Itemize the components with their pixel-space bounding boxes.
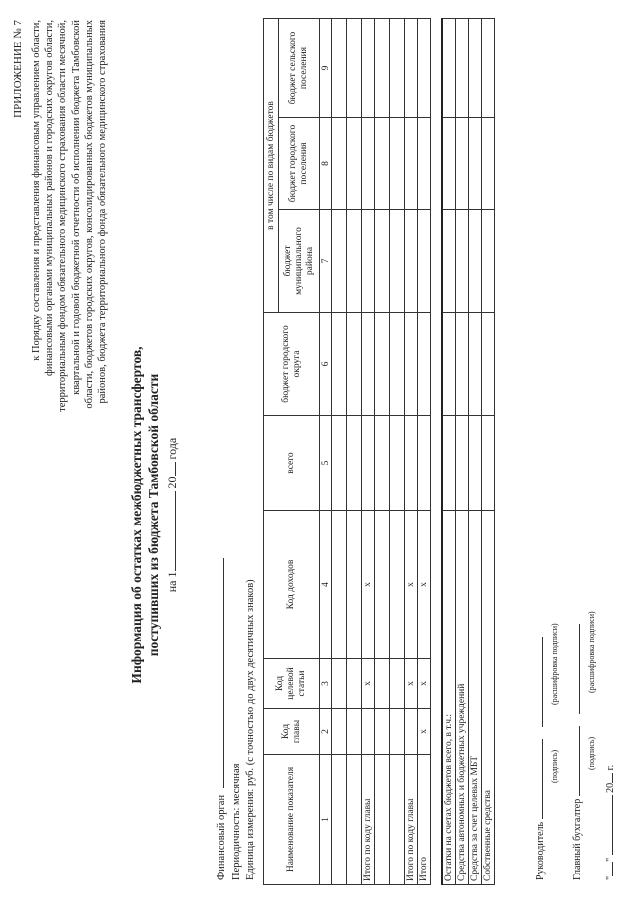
head-decode-caption: (расшифровка подписи) xyxy=(550,623,559,705)
date-year: 20 xyxy=(165,476,179,489)
col-number: 5 xyxy=(320,416,332,511)
head-signature xyxy=(535,637,546,880)
header-income: Код доходов xyxy=(264,511,320,659)
org-label-text: Финансовый орган xyxy=(216,794,227,880)
table-row-total-chapter xyxy=(362,18,375,884)
mark-x: x xyxy=(418,511,431,659)
col-number: 1 xyxy=(320,755,332,885)
table-row xyxy=(375,18,390,884)
appendix-basis xyxy=(30,20,109,475)
header-total: всего xyxy=(264,416,320,511)
unit-of-measure: Единица измерения: руб. (с точностью до двух десятичных знаков) xyxy=(245,579,256,880)
col-number: 4 xyxy=(320,511,332,659)
date-quote-open: " xyxy=(605,875,616,880)
signature-date-year: 20 xyxy=(605,782,616,793)
col-number: 9 xyxy=(320,18,332,117)
table-row-total xyxy=(418,18,431,884)
accountant-label: Главный бухгалтер xyxy=(572,798,583,880)
header-in-that: в том числе по видам бюджетов xyxy=(264,18,279,312)
transfers-table xyxy=(263,18,495,885)
row-label: Собственные средства xyxy=(482,511,495,885)
header-chapter: Код главы xyxy=(264,709,320,755)
col-number: 8 xyxy=(320,118,332,210)
basis-line: территориальным фондом обязательного медицинского страхования области месячной, xyxy=(57,20,69,412)
head-label: Руководитель xyxy=(535,821,546,880)
document-title xyxy=(128,265,162,765)
date-prefix: на 1 xyxy=(165,571,179,593)
accountant-decode-caption: (расшифровка подписи) xyxy=(587,611,596,693)
accountant-sign-caption: (подпись) xyxy=(587,736,596,770)
mark-x: x xyxy=(362,659,375,709)
table-row xyxy=(390,18,405,884)
header-city-settlement: бюджет городского поселения xyxy=(279,118,320,210)
row-label: Средства за счет целевых МБТ xyxy=(469,511,482,885)
basis-line: финансовыми органами муниципальных районов и городских округов области, xyxy=(44,20,56,376)
header-rural: бюджет сельского поселения xyxy=(279,18,320,117)
row-label: Остатки на счетах бюджетов всего, в т.ч.: xyxy=(442,511,456,885)
col-number: 3 xyxy=(320,659,332,709)
basis-line: к Порядку составления и представления финансовым управлением области, xyxy=(31,20,42,361)
mark-x: x xyxy=(405,659,418,709)
row-label: Итого xyxy=(418,755,431,885)
table-row-section xyxy=(469,18,482,884)
signature-date-g: г. xyxy=(605,764,616,771)
basis-line: области, бюджетов городских округов, консолидированных бюджетов муниципальных xyxy=(83,20,95,409)
accountant-signature xyxy=(572,624,583,880)
table-row-section xyxy=(442,18,456,884)
date-quote-close: " xyxy=(605,857,616,862)
header-municipal: бюджет муниципального района xyxy=(279,210,320,313)
date-suffix: года xyxy=(165,437,179,460)
periodicity: Периодичность: месячная xyxy=(231,763,242,880)
signature-date xyxy=(605,765,616,880)
header-city: бюджет городского округа xyxy=(264,313,320,416)
title-line-1: Информация об остатках межбюджетных трансфертов, xyxy=(129,346,144,684)
col-number: 7 xyxy=(320,210,332,313)
basis-line: квартальной и годовой бюджетной отчетности об исполнении бюджета Тамбовской xyxy=(70,20,82,395)
mark-x: x xyxy=(405,511,418,659)
head-sign-caption: (подпись) xyxy=(550,749,559,783)
title-line-2: поступивших из бюджета Тамбовской области xyxy=(146,373,161,657)
table-row-total-chapter xyxy=(405,18,418,884)
table-row xyxy=(332,18,347,884)
org-label xyxy=(216,558,227,880)
mark-x: x xyxy=(418,709,431,755)
column-numbers-row xyxy=(320,18,332,884)
row-label: Итого по коду главы xyxy=(362,755,375,885)
table-row-section xyxy=(456,18,469,884)
table-row-section xyxy=(482,18,495,884)
mark-x: x xyxy=(418,659,431,709)
basis-line: районов, бюджета территориального фонда обязательного медицинского страхования xyxy=(97,20,109,404)
row-label: Итого по коду главы xyxy=(405,755,418,885)
col-number: 6 xyxy=(320,313,332,416)
col-number: 2 xyxy=(320,709,332,755)
row-label: Средства автономных и бюджетных учреждений xyxy=(456,511,469,885)
report-date xyxy=(165,335,180,695)
mark-x: x xyxy=(362,511,375,659)
header-target: Код целевой статьи xyxy=(264,659,320,709)
appendix-title: ПРИЛОЖЕНИЕ № 7 xyxy=(12,20,24,118)
table-row xyxy=(347,18,362,884)
header-name: Наименование показателя xyxy=(264,755,320,885)
